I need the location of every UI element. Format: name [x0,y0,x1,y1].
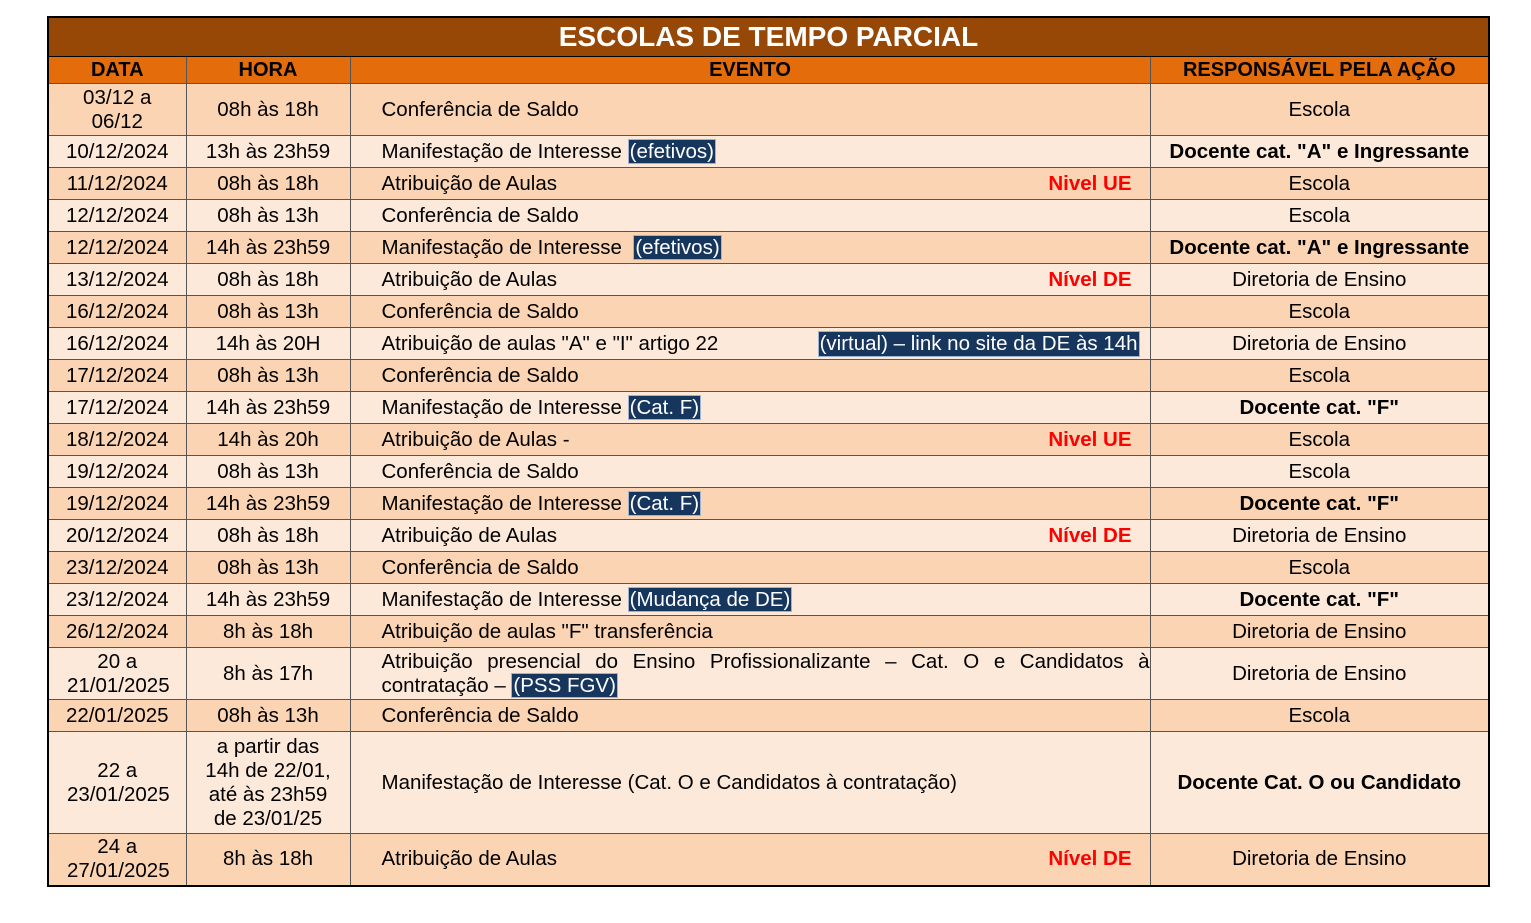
cell-responsible: Diretoria de Ensino [1150,328,1489,360]
event-label: Manifestação de Interesse [381,395,628,419]
event-content [382,204,1150,228]
event-label: Manifestação de Interesse [381,139,628,163]
table-row [48,424,1489,456]
event-label: Manifestação de Interesse [381,491,628,515]
cell-hour: 08h às 18h [186,84,350,136]
cell-event [350,136,1150,168]
cell-responsible: Escola [1150,360,1489,392]
cell-hour: 8h às 17h [186,648,350,700]
cell-event [350,648,1150,700]
event-text [382,650,1150,698]
table-row [48,200,1489,232]
table-row [48,456,1489,488]
cell-date: 12/12/2024 [48,232,186,264]
cell-date: 26/12/2024 [48,616,186,648]
event-text [382,396,702,420]
cell-date: 13/12/2024 [48,264,186,296]
event-level: Nivel UE [1048,171,1132,195]
event-text [382,300,579,324]
event-label: Atribuição de aulas "A" e "I" artigo 22 [381,331,719,355]
table-row [48,488,1489,520]
cell-date: 24 a 27/01/2025 [48,834,186,886]
cell-hour: 14h às 23h59 [186,232,350,264]
cell-hour: 08h às 13h [186,360,350,392]
cell-date: 22 a 23/01/2025 [48,732,186,834]
event-content [382,172,1150,196]
event-label: Conferência de Saldo [381,703,579,727]
cell-event [350,732,1150,834]
table-row [48,552,1489,584]
event-label: Atribuição de aulas "F" transferência [381,619,713,643]
cell-event [350,424,1150,456]
event-label: Manifestação de Interesse (Cat. O e Candidatos à contratação) [381,770,957,794]
cell-responsible: Escola [1150,296,1489,328]
cell-responsible: Escola [1150,700,1489,732]
cell-event [350,360,1150,392]
cell-hour: 14h às 23h59 [186,584,350,616]
cell-responsible: Escola [1150,456,1489,488]
cell-responsible: Docente Cat. O ou Candidato [1150,732,1489,834]
cell-responsible: Diretoria de Ensino [1150,520,1489,552]
cell-date: 16/12/2024 [48,296,186,328]
table-row [48,328,1489,360]
cell-hour: 08h às 18h [186,168,350,200]
table-row [48,264,1489,296]
cell-event [350,84,1150,136]
cell-event [350,392,1150,424]
schedule-body [48,84,1489,886]
event-content [382,331,1150,357]
cell-date: 11/12/2024 [48,168,186,200]
table-title: ESCOLAS DE TEMPO PARCIAL [48,17,1489,57]
event-label: Conferência de Saldo [381,363,579,387]
event-content [382,556,1150,580]
cell-hour: 14h às 23h59 [186,392,350,424]
cell-responsible: Escola [1150,168,1489,200]
header-event: EVENTO [350,57,1150,84]
cell-event [350,296,1150,328]
cell-date: 17/12/2024 [48,360,186,392]
cell-date: 20 a 21/01/2025 [48,648,186,700]
cell-date: 19/12/2024 [48,456,186,488]
cell-event [350,700,1150,732]
cell-responsible: Escola [1150,552,1489,584]
event-label: Manifestação de Interesse [381,235,634,259]
event-content [382,364,1150,388]
event-label: Conferência de Saldo [381,459,579,483]
event-content [382,771,1150,795]
header-hour: HORA [186,57,350,84]
event-content [382,268,1150,292]
cell-event [350,834,1150,886]
event-highlight: (virtual) – link no site da DE às 14h [819,331,1138,355]
cell-responsible: Diretoria de Ensino [1150,648,1489,700]
cell-responsible: Escola [1150,424,1489,456]
cell-event [350,232,1150,264]
cell-event [350,456,1150,488]
cell-hour: 8h às 18h [186,834,350,886]
event-text [382,140,716,164]
cell-event [350,584,1150,616]
event-highlight: (efetivos) [635,235,720,259]
event-text [382,364,579,388]
event-content [382,524,1150,548]
cell-responsible: Docente cat. "F" [1150,392,1489,424]
event-content [382,460,1150,484]
event-content [382,236,1150,260]
event-label: Atribuição de Aulas [381,267,558,291]
event-text [382,268,558,292]
table-row [48,700,1489,732]
cell-hour: 08h às 18h [186,264,350,296]
cell-responsible: Docente cat. "F" [1150,488,1489,520]
cell-event [350,168,1150,200]
cell-event [350,328,1150,360]
event-label: Atribuição de Aulas - [381,427,570,451]
cell-date: 10/12/2024 [48,136,186,168]
event-highlight: (efetivos) [629,139,714,163]
event-label: Atribuição de Aulas [381,171,558,195]
cell-hour: 08h às 13h [186,200,350,232]
event-content [382,704,1150,728]
event-text [382,98,579,122]
cell-date: 12/12/2024 [48,200,186,232]
cell-event [350,552,1150,584]
event-text [382,172,558,196]
event-text [382,428,570,452]
cell-hour: 08h às 13h [186,552,350,584]
event-label: Conferência de Saldo [381,97,579,121]
cell-event [350,264,1150,296]
event-level: Nível DE [1048,267,1132,291]
event-level: Nível DE [1048,523,1132,547]
table-row [48,168,1489,200]
schedule-sheet [47,16,1488,887]
event-text [382,460,579,484]
cell-responsible: Escola [1150,84,1489,136]
event-content [382,620,1150,644]
cell-date: 16/12/2024 [48,328,186,360]
table-row [48,834,1489,886]
event-content [382,140,1150,164]
cell-responsible: Docente cat. "F" [1150,584,1489,616]
event-level: Nivel UE [1048,427,1132,451]
cell-hour: 08h às 13h [186,296,350,328]
cell-responsible: Diretoria de Ensino [1150,616,1489,648]
table-row [48,584,1489,616]
cell-event [350,616,1150,648]
event-text [382,620,713,644]
table-row [48,232,1489,264]
table-row [48,392,1489,424]
cell-hour: 14h às 20h [186,424,350,456]
cell-responsible: Diretoria de Ensino [1150,264,1489,296]
cell-date: 17/12/2024 [48,392,186,424]
cell-date: 18/12/2024 [48,424,186,456]
event-text [382,704,579,728]
cell-hour: 8h às 18h [186,616,350,648]
event-text [382,588,793,612]
cell-responsible: Diretoria de Ensino [1150,834,1489,886]
cell-date: 23/12/2024 [48,552,186,584]
cell-event [350,520,1150,552]
cell-responsible: Docente cat. "A" e Ingressante [1150,232,1489,264]
table-row [48,360,1489,392]
table-row [48,616,1489,648]
cell-date: 19/12/2024 [48,488,186,520]
cell-event [350,488,1150,520]
cell-date: 22/01/2025 [48,700,186,732]
cell-hour: 14h às 23h59 [186,488,350,520]
event-text [382,332,719,356]
cell-date: 03/12 a 06/12 [48,84,186,136]
header-row [48,57,1489,84]
event-text [382,847,558,871]
cell-hour: 13h às 23h59 [186,136,350,168]
event-label: Atribuição presencial do Ensino Profissionalizante – Cat. O e Candidatos à contratação – [381,649,1150,697]
event-text [382,556,579,580]
cell-date: 20/12/2024 [48,520,186,552]
cell-event [350,200,1150,232]
event-content [382,428,1150,452]
event-highlight: (Mudança de DE) [629,587,791,611]
cell-responsible: Docente cat. "A" e Ingressante [1150,136,1489,168]
table-row [48,648,1489,700]
header-date: DATA [48,57,186,84]
event-highlight: (Cat. F) [629,491,700,515]
cell-responsible: Escola [1150,200,1489,232]
event-text [382,236,722,260]
event-highlight: (PSS FGV) [513,673,616,697]
table-row [48,84,1489,136]
cell-hour: a partir das 14h de 22/01, até às 23h59 de 23/01/25 [186,732,350,834]
event-label: Atribuição de Aulas [381,523,558,547]
event-content [382,588,1150,612]
cell-hour: 08h às 13h [186,456,350,488]
event-content [382,396,1150,420]
event-label: Conferência de Saldo [381,555,579,579]
table-row [48,296,1489,328]
event-content [382,650,1150,698]
event-label: Conferência de Saldo [381,299,579,323]
cell-date: 23/12/2024 [48,584,186,616]
table-row [48,732,1489,834]
event-label: Manifestação de Interesse [381,587,628,611]
event-text [382,771,957,795]
cell-hour: 08h às 13h [186,700,350,732]
schedule-table [47,16,1490,887]
event-content [382,98,1150,122]
event-content [382,492,1150,516]
event-label: Conferência de Saldo [381,203,579,227]
cell-hour: 14h às 20H [186,328,350,360]
event-level: Nível DE [1048,847,1132,871]
event-label: Atribuição de Aulas [381,847,558,871]
event-text [382,492,702,516]
event-text [382,204,579,228]
event-highlight: (Cat. F) [629,395,700,419]
table-row [48,136,1489,168]
event-text [382,524,558,548]
table-row [48,520,1489,552]
header-responsible: RESPONSÁVEL PELA AÇÃO [1150,57,1489,84]
cell-hour: 08h às 18h [186,520,350,552]
event-content [382,300,1150,324]
event-content [382,847,1150,871]
